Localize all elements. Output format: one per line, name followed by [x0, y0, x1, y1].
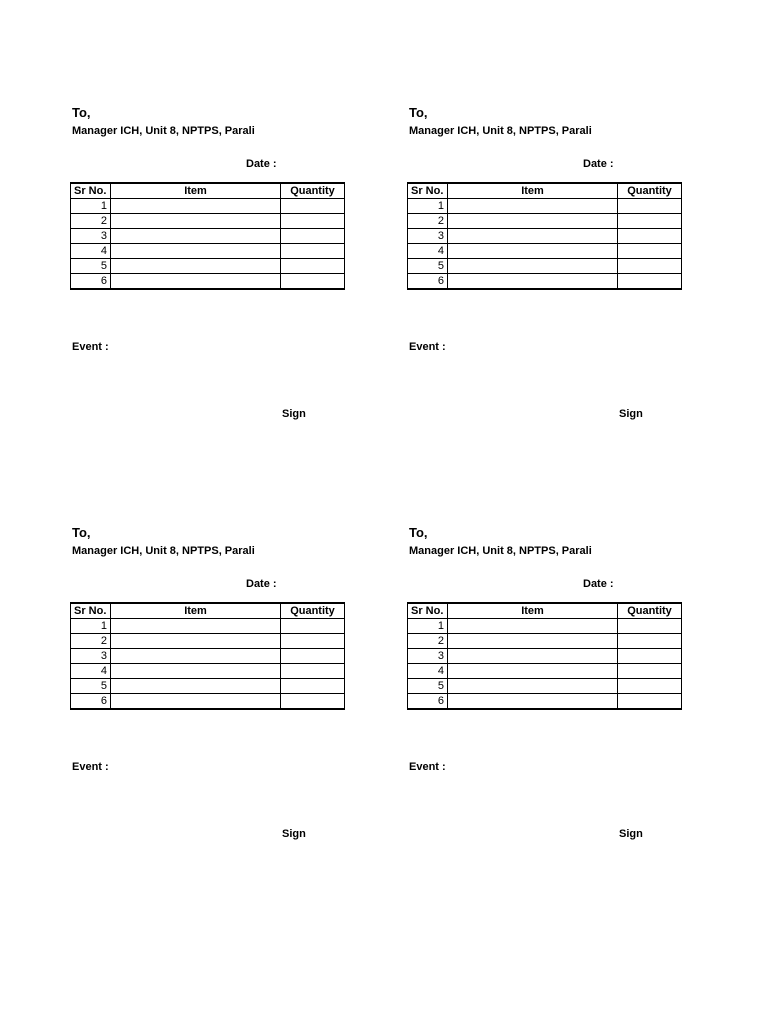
table-header-row	[408, 603, 682, 619]
item-cell[interactable]	[448, 694, 618, 710]
date-label: Date :	[246, 578, 277, 590]
table-row	[408, 649, 682, 664]
table-header-row	[71, 603, 345, 619]
sr-no-cell: 5	[408, 259, 448, 274]
recipient-address: Manager ICH, Unit 8, NPTPS, Parali	[409, 545, 592, 557]
item-cell[interactable]	[111, 229, 281, 244]
event-label: Event :	[72, 761, 109, 773]
table-row	[71, 244, 345, 259]
sr-no-cell: 4	[71, 664, 111, 679]
table-header-row	[408, 183, 682, 199]
date-label: Date :	[583, 578, 614, 590]
sr-no-cell: 5	[71, 679, 111, 694]
sr-no-cell: 5	[71, 259, 111, 274]
sr-no-cell: 4	[408, 244, 448, 259]
salutation: To,	[409, 105, 428, 120]
item-cell[interactable]	[111, 619, 281, 634]
items-table	[70, 602, 345, 710]
quantity-cell[interactable]	[618, 244, 682, 259]
sr-no-cell: 6	[408, 694, 448, 710]
item-cell[interactable]	[448, 199, 618, 214]
recipient-address: Manager ICH, Unit 8, NPTPS, Parali	[72, 125, 255, 137]
sr-no-cell: 1	[408, 619, 448, 634]
table-row	[408, 634, 682, 649]
event-label: Event :	[72, 341, 109, 353]
table-row	[408, 619, 682, 634]
quantity-cell[interactable]	[618, 199, 682, 214]
table-row	[71, 664, 345, 679]
column-header-sr-no: Sr No.	[408, 603, 448, 619]
recipient-address: Manager ICH, Unit 8, NPTPS, Parali	[409, 125, 592, 137]
sr-no-cell: 6	[71, 694, 111, 710]
quantity-cell[interactable]	[281, 664, 345, 679]
table-row	[408, 199, 682, 214]
sr-no-cell: 3	[408, 649, 448, 664]
quantity-cell[interactable]	[281, 244, 345, 259]
item-cell[interactable]	[111, 244, 281, 259]
table-header-row	[71, 183, 345, 199]
quantity-cell[interactable]	[281, 214, 345, 229]
quantity-cell[interactable]	[281, 634, 345, 649]
table-row	[408, 229, 682, 244]
item-cell[interactable]	[448, 634, 618, 649]
requisition-slip-3	[70, 524, 350, 864]
quantity-cell[interactable]	[281, 649, 345, 664]
item-cell[interactable]	[448, 229, 618, 244]
sr-no-cell: 2	[71, 634, 111, 649]
item-cell[interactable]	[448, 274, 618, 290]
table-row	[408, 244, 682, 259]
sr-no-cell: 1	[71, 619, 111, 634]
sr-no-cell: 6	[408, 274, 448, 290]
item-cell[interactable]	[448, 244, 618, 259]
requisition-slip-2	[407, 104, 687, 444]
table-row	[71, 259, 345, 274]
item-cell[interactable]	[111, 274, 281, 290]
item-cell[interactable]	[111, 694, 281, 710]
column-header-item: Item	[111, 183, 281, 199]
requisition-slip-1	[70, 104, 350, 444]
recipient-address: Manager ICH, Unit 8, NPTPS, Parali	[72, 545, 255, 557]
sr-no-cell: 4	[408, 664, 448, 679]
table-row	[408, 214, 682, 229]
item-cell[interactable]	[111, 199, 281, 214]
item-cell[interactable]	[111, 649, 281, 664]
item-cell[interactable]	[448, 664, 618, 679]
salutation: To,	[409, 525, 428, 540]
table-row	[71, 619, 345, 634]
sign-label: Sign	[282, 828, 306, 840]
sign-label: Sign	[619, 828, 643, 840]
sr-no-cell: 4	[71, 244, 111, 259]
item-cell[interactable]	[448, 649, 618, 664]
column-header-sr-no: Sr No.	[71, 603, 111, 619]
event-label: Event :	[409, 761, 446, 773]
quantity-cell[interactable]	[281, 679, 345, 694]
column-header-sr-no: Sr No.	[71, 183, 111, 199]
column-header-item: Item	[111, 603, 281, 619]
quantity-cell[interactable]	[618, 679, 682, 694]
column-header-quantity: Quantity	[618, 183, 682, 199]
item-cell[interactable]	[111, 259, 281, 274]
items-table	[407, 602, 682, 710]
sr-no-cell: 1	[408, 199, 448, 214]
date-label: Date :	[246, 158, 277, 170]
table-row	[408, 664, 682, 679]
column-header-quantity: Quantity	[281, 183, 345, 199]
table-row	[408, 274, 682, 290]
quantity-cell[interactable]	[281, 694, 345, 710]
table-row	[408, 679, 682, 694]
quantity-cell[interactable]	[618, 214, 682, 229]
quantity-cell[interactable]	[618, 259, 682, 274]
sr-no-cell: 3	[408, 229, 448, 244]
sr-no-cell: 3	[71, 649, 111, 664]
table-row	[71, 274, 345, 290]
sr-no-cell: 2	[71, 214, 111, 229]
table-row	[71, 694, 345, 710]
quantity-cell[interactable]	[618, 649, 682, 664]
quantity-cell[interactable]	[618, 664, 682, 679]
item-cell[interactable]	[448, 259, 618, 274]
item-cell[interactable]	[448, 214, 618, 229]
date-label: Date :	[583, 158, 614, 170]
quantity-cell[interactable]	[618, 274, 682, 290]
quantity-cell[interactable]	[618, 229, 682, 244]
column-header-item: Item	[448, 183, 618, 199]
sr-no-cell: 2	[408, 634, 448, 649]
sr-no-cell: 6	[71, 274, 111, 290]
table-row	[71, 649, 345, 664]
quantity-cell[interactable]	[281, 259, 345, 274]
item-cell[interactable]	[111, 679, 281, 694]
quantity-cell[interactable]	[281, 274, 345, 290]
sr-no-cell: 2	[408, 214, 448, 229]
quantity-cell[interactable]	[618, 634, 682, 649]
table-row	[71, 214, 345, 229]
item-cell[interactable]	[111, 214, 281, 229]
sign-label: Sign	[619, 408, 643, 420]
item-cell[interactable]	[111, 664, 281, 679]
table-row	[71, 199, 345, 214]
column-header-sr-no: Sr No.	[408, 183, 448, 199]
item-cell[interactable]	[448, 679, 618, 694]
salutation: To,	[72, 525, 91, 540]
sr-no-cell: 5	[408, 679, 448, 694]
sr-no-cell: 1	[71, 199, 111, 214]
sign-label: Sign	[282, 408, 306, 420]
salutation: To,	[72, 105, 91, 120]
items-table	[70, 182, 345, 290]
quantity-cell[interactable]	[281, 199, 345, 214]
quantity-cell[interactable]	[618, 694, 682, 710]
quantity-cell[interactable]	[281, 229, 345, 244]
quantity-cell[interactable]	[618, 619, 682, 634]
sr-no-cell: 3	[71, 229, 111, 244]
quantity-cell[interactable]	[281, 619, 345, 634]
items-table	[407, 182, 682, 290]
requisition-slip-4	[407, 524, 687, 864]
column-header-quantity: Quantity	[618, 603, 682, 619]
table-row	[71, 634, 345, 649]
column-header-item: Item	[448, 603, 618, 619]
item-cell[interactable]	[448, 619, 618, 634]
table-row	[408, 259, 682, 274]
table-row	[408, 694, 682, 710]
event-label: Event :	[409, 341, 446, 353]
item-cell[interactable]	[111, 634, 281, 649]
column-header-quantity: Quantity	[281, 603, 345, 619]
table-row	[71, 679, 345, 694]
table-row	[71, 229, 345, 244]
